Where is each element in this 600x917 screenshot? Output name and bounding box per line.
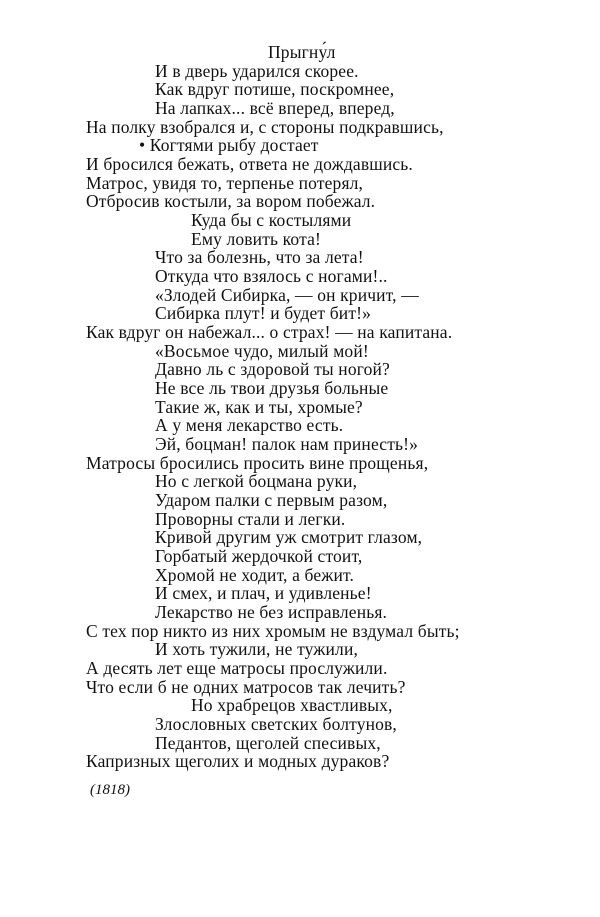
poem-line: Ему ловить кота! xyxy=(191,228,321,249)
poem-line: С тех пор никто из них хромым не вздумал быть; xyxy=(86,620,460,641)
poem-line: На полку взобрался и, с стороны подкравшись, xyxy=(86,116,444,137)
poem-line: Отбросив костыли, за вором побежал. xyxy=(86,191,376,212)
poem-line: Педантов, щеголей спесивых, xyxy=(155,732,381,753)
poem-line: Кривой другим уж смотрит глазом, xyxy=(155,527,423,548)
poem-line: Что за болезнь, что за лета! xyxy=(155,247,364,268)
poem-line: И в дверь ударился скорее. xyxy=(155,60,359,81)
poem-line: Проворны стали и легки. xyxy=(155,508,346,529)
poem-line: Эй, боцман! палок нам принесть!» xyxy=(155,434,419,454)
poem-line: Что если б не одних матросов так лечить? xyxy=(86,676,406,697)
poem-line: Ударом палки с первым разом, xyxy=(155,490,388,510)
poem-line: И смех, и плач, и удивленье! xyxy=(155,583,372,604)
poem-line: А у меня лекарство есть. xyxy=(155,415,344,436)
poem-line: Капризных щеголих и модных дураков? xyxy=(86,751,390,772)
poem-line: Злословных светских болтунов, xyxy=(155,714,397,734)
poem-line: Хромой не ходит, а бежит. xyxy=(155,564,355,585)
poem-line: «Восьмое чудо, милый мой! xyxy=(155,340,369,361)
poem-line: И бросился бежать, ответа не дождавшись. xyxy=(86,154,413,174)
poem-line: Но с легкой боцмана руки, xyxy=(155,471,358,492)
poem-line: Прыгну́л xyxy=(268,42,336,62)
poem-line: Но храбрецов хвастливых, xyxy=(191,695,393,716)
poem-line: И хоть тужили, не тужили, xyxy=(155,639,358,660)
poem-line: Такие ж, как и ты, хромые? xyxy=(155,396,363,417)
poem-line: Куда бы с костылями xyxy=(191,210,352,230)
poem-line: Как вдруг потише, поскромнее, xyxy=(155,79,395,100)
poem-line: Матросы бросились просить вине прощенья, xyxy=(86,452,429,473)
poem-line: Давно ль с здоровой ты ногой? xyxy=(155,359,390,380)
poem-line: • Когтями рыбу достает xyxy=(139,135,319,156)
poem-date: (1818) xyxy=(90,782,130,798)
poem-line: Откуда что взялось с ногами!.. xyxy=(155,266,388,286)
poem-line: «Злодей Сибирка, — он кричит, — xyxy=(155,284,419,305)
poem-line: Матрос, увидя то, терпенье потерял, xyxy=(86,172,364,193)
poem-line: Как вдруг он набежал... о страх! — на капитана. xyxy=(86,322,453,342)
poem-line: Горбатый жердочкой стоит, xyxy=(155,546,363,566)
poem-line: А десять лет еще матросы прослужили. xyxy=(86,658,388,678)
poem-line: Не все ль твои друзья больные xyxy=(155,378,389,398)
poem-line: На лапках... всё вперед, вперед, xyxy=(155,98,395,118)
poem-line: Сибирка плут! и будет бит!» xyxy=(155,303,371,324)
poem-line: Лекарство не без исправленья. xyxy=(155,602,388,622)
